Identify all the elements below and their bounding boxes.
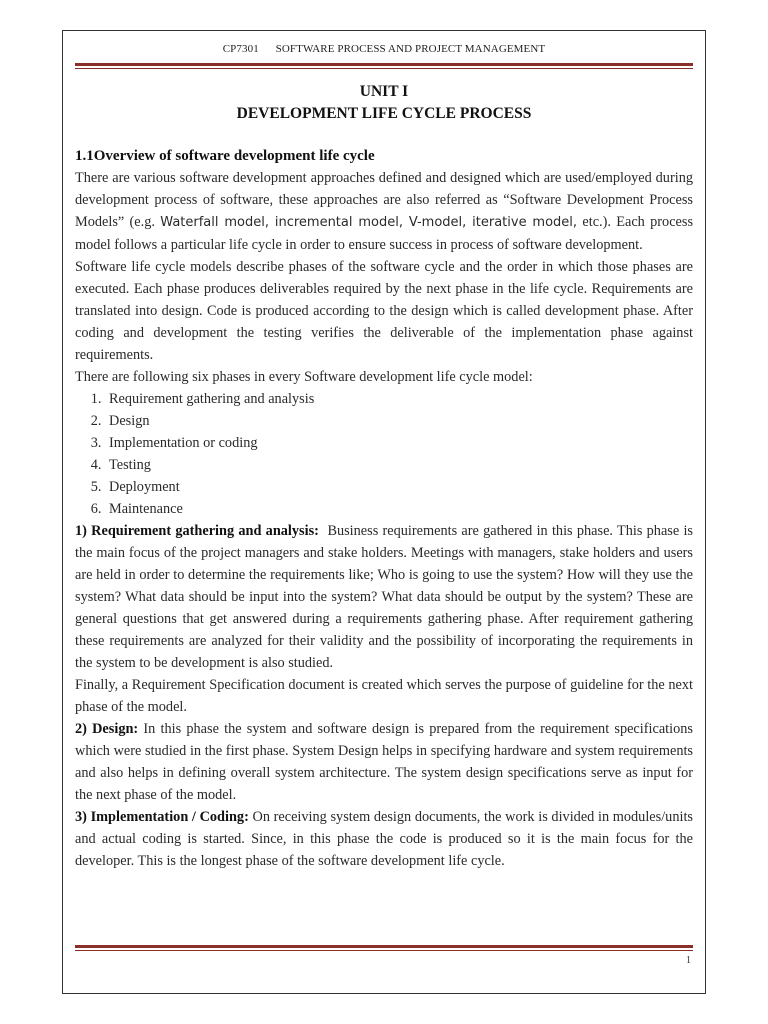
document-page xyxy=(62,30,706,994)
footer-rule xyxy=(75,945,693,951)
paragraph-intro: There are various software development approaches defined and designed which are used/employed during development process of software, these approaches are also referred as “Software Development Process Models” (e.g. Waterfall model, incremental model, V-model, iterative model, etc.). Each process model follows a particular life cycle in order to ensure success in process of software development. xyxy=(75,170,694,253)
paragraph-requirements: 1) Requirement gathering and analysis: Business requirements are gathered in this phase. This phase is the main focus of the project managers and stake holders. Meetings with managers, stake holders and users are held in order to determine the requirements like; Who is going to use the system? How will they use the system? What data should be input into the system? What data should be output by the system? These are general questions that get answered during a requirements gathering phase. After requirement gathering these requirements are analyzed for their validity and the possibility of incorporating the requirements in the system to be development is also studied. xyxy=(75,523,693,671)
course-code: CP7301 xyxy=(222,43,259,55)
requirements-heading: 1) Requirement gathering and analysis: xyxy=(75,523,319,539)
design-heading: 2) Design: xyxy=(75,721,139,737)
list-item: 6. Maintenance xyxy=(105,498,693,520)
running-header xyxy=(63,43,705,55)
implementation-heading: 3) Implementation / Coding: xyxy=(75,809,249,825)
course-title: SOFTWARE PROCESS AND PROJECT MANAGEMENT xyxy=(275,43,546,55)
unit-title: UNIT I xyxy=(359,83,409,100)
paragraph-requirements-final: Finally, a Requirement Specification document is created which serves the purpose of guideline for the next phase of the model. xyxy=(75,677,693,715)
paragraph-implementation: 3) Implementation / Coding: On receiving system design documents, the work is divided in modules/units and actual coding is started. Since, in this phase the code is produced so it is the main focus for the developer. This is the longest phase of the software development life cycle. xyxy=(75,809,693,869)
list-item: 4. Testing xyxy=(105,454,693,476)
page-number: 1 xyxy=(686,955,691,966)
header-rule xyxy=(75,63,693,69)
paragraph-lifecycle: Software life cycle models describe phases of the software cycle and the order in which those phases are executed. Each phase produces deliverables required by the next phase in the life cycle. Requirements are translated into design. Code is produced according to the design which is called development phase. After coding and development the testing verifies the deliverable of the implementation phase against requirements. xyxy=(75,259,693,363)
unit-name: DEVELOPMENT LIFE CYCLE PROCESS xyxy=(236,105,532,122)
model-examples: Waterfall model, incremental model, V-model, iterative model, xyxy=(160,215,578,230)
paragraph-phases-intro: There are following six phases in every Software development life cycle model: xyxy=(75,369,533,385)
phase-list xyxy=(75,388,693,520)
list-item: 1. Requirement gathering and analysis xyxy=(105,388,693,410)
section-heading: 1.1Overview of software development life cycle xyxy=(75,148,375,164)
list-item: 3. Implementation or coding xyxy=(105,432,693,454)
list-item: 2. Design xyxy=(105,410,693,432)
page-content xyxy=(75,81,693,872)
paragraph-design: 2) Design: In this phase the system and software design is prepared from the requirement specifications which were studied in the first phase. System Design helps in specifying hardware and system requirements and also helps in defining overall system architecture. The system design specifications serve as input for the next phase of the model. xyxy=(75,721,693,803)
list-item: 5. Deployment xyxy=(105,476,693,498)
